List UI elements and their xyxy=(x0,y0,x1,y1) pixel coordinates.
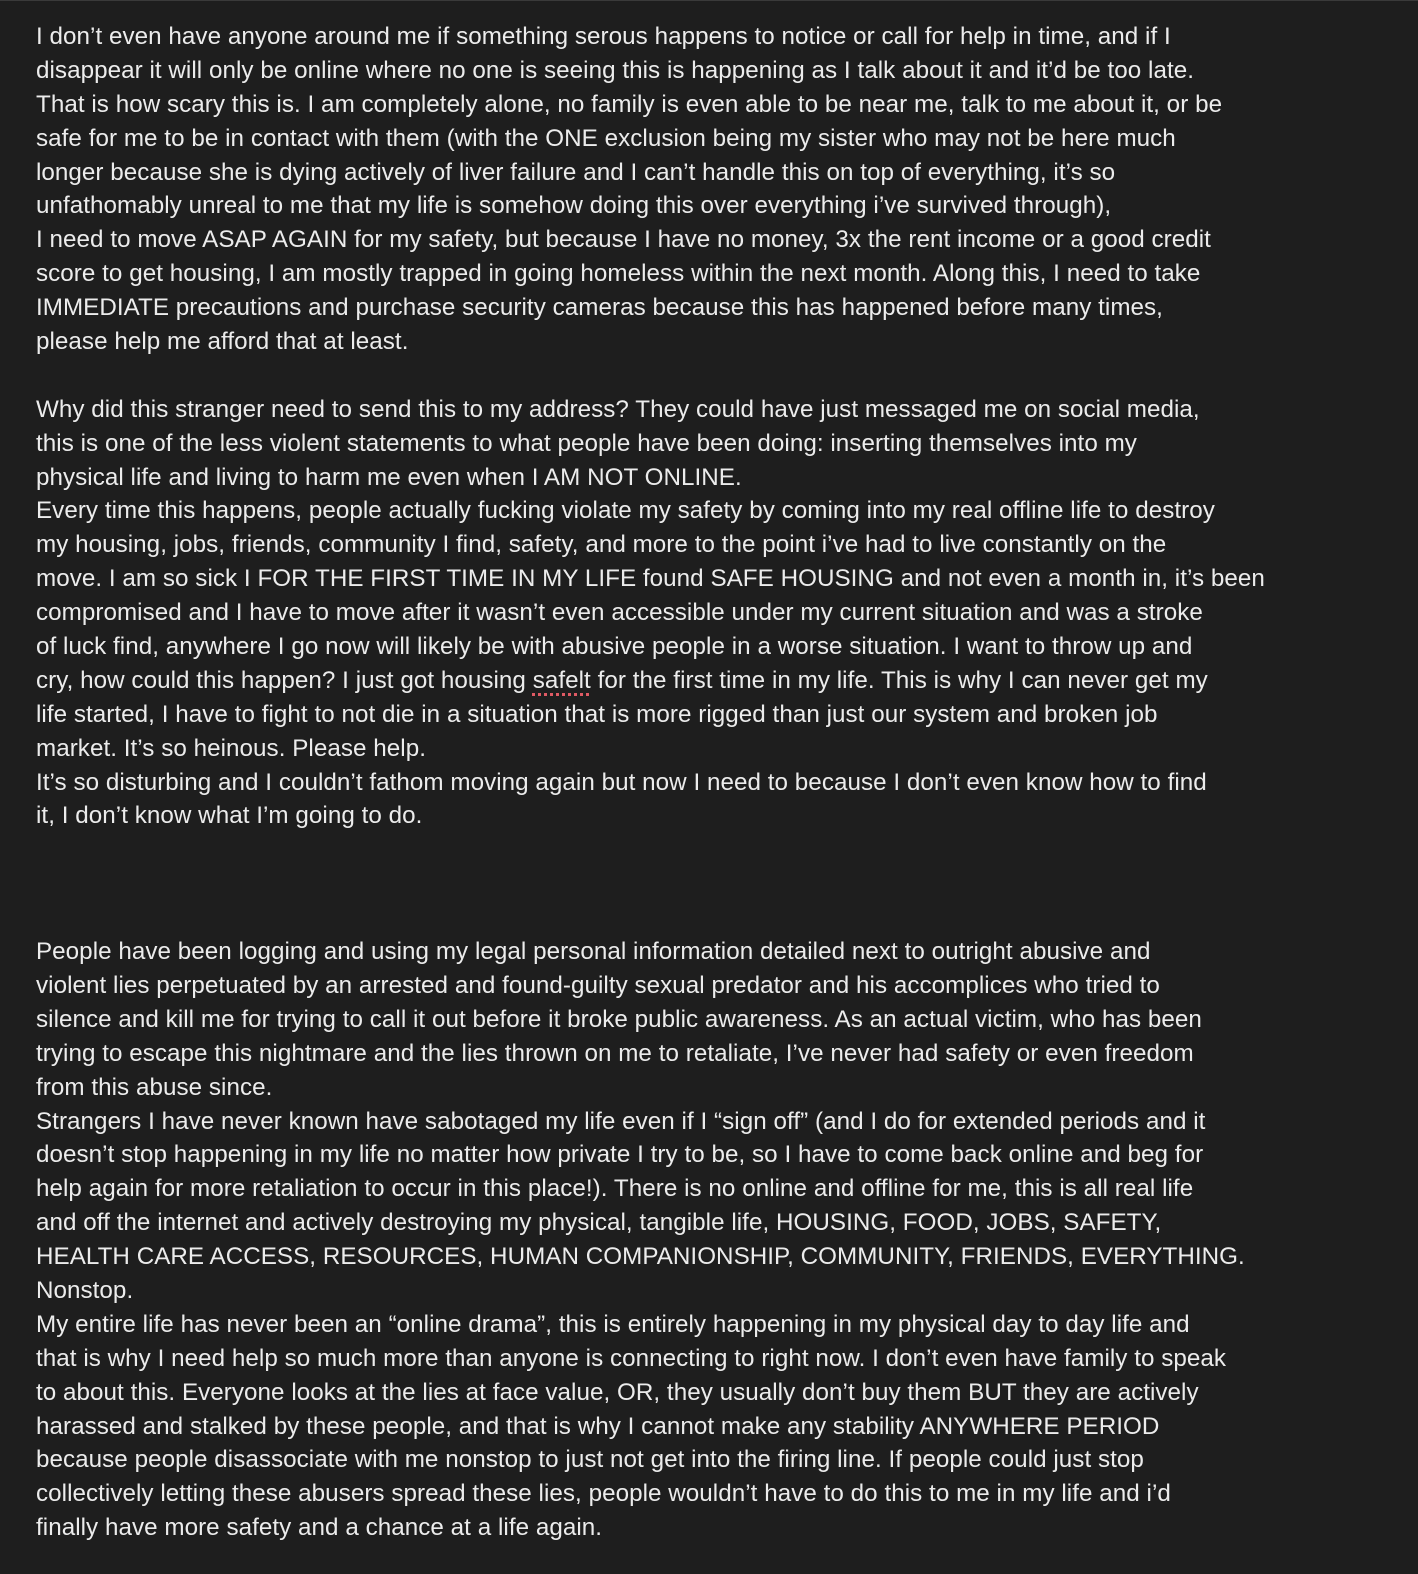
text-line: because people disassociate with me nonstop to just not get into the firing line. If people could just stop xyxy=(36,1446,1144,1474)
blank-line xyxy=(36,901,1386,935)
text-segment: cry, how could this happen? I just got housing xyxy=(36,666,533,694)
text-line: physical life and living to harm me even when I AM NOT ONLINE. xyxy=(36,463,742,491)
text-line: from this abuse since. xyxy=(36,1073,273,1101)
text-line: Strangers I have never known have sabotaged my life even if I “sign off” (and I do for extended periods and it xyxy=(36,1107,1206,1135)
text-line: move. I am so sick I FOR THE FIRST TIME IN MY LIFE found SAFE HOUSING and not even a month in, it’s been xyxy=(36,565,1265,593)
blank-line xyxy=(36,867,1386,901)
text-line: unfathomably unreal to me that my life is somehow doing this over everything i’ve survived through), xyxy=(36,192,1112,220)
text-line: that is why I need help so much more than anyone is connecting to right now. I don’t even have family to speak xyxy=(36,1344,1227,1372)
text-line-with-typo xyxy=(36,664,1386,698)
text-line: safe for me to be in contact with them (with the ONE exclusion being my sister who may not be here much xyxy=(36,124,1176,152)
text-line: I need to move ASAP AGAIN for my safety, but because I have no money, 3x the rent income or a good credit xyxy=(36,226,1211,254)
text-line: doesn’t stop happening in my life no matter how private I try to be, so I have to come back online and beg for xyxy=(36,1141,1204,1169)
text-line: it, I don’t know what I’m going to do. xyxy=(36,802,423,830)
text-line: longer because she is dying actively of liver failure and I can’t handle this on top of everything, it’s so xyxy=(36,158,1116,186)
text-line: violent lies perpetuated by an arrested and found-guilty sexual predator and his accomplices who tried to xyxy=(36,971,1160,999)
text-line: silence and kill me for trying to call it out before it broke public awareness. As an actual victim, who has been xyxy=(36,1005,1202,1033)
text-line: Why did this stranger need to send this to my address? They could have just messaged me on social media, xyxy=(36,395,1200,423)
text-line: and off the internet and actively destroying my physical, tangible life, HOUSING, FOOD, JOBS, SAFETY, xyxy=(36,1209,1162,1237)
text-segment: for the first time in my life. This is why I can never get my xyxy=(590,666,1208,694)
text-line: finally have more safety and a chance at a life again. xyxy=(36,1514,603,1542)
text-line: IMMEDIATE precautions and purchase security cameras because this has happened before many times, xyxy=(36,294,1163,322)
text-line: People have been logging and using my legal personal information detailed next to outright abusive and xyxy=(36,938,1151,966)
text-line: That is how scary this is. I am completely alone, no family is even able to be near me, talk to me about it, or be xyxy=(36,90,1223,118)
text-line: trying to escape this nightmare and the lies thrown on me to retaliate, I’ve never had safety or even freedom xyxy=(36,1039,1194,1067)
document-body[interactable] xyxy=(36,20,1386,1545)
text-line: to about this. Everyone looks at the lies at face value, OR, they usually don’t buy them BUT they are actively xyxy=(36,1378,1199,1406)
text-line: Nonstop. xyxy=(36,1276,134,1304)
text-line: I don’t even have anyone around me if something serous happens to notice or call for help in time, and if I xyxy=(36,23,1171,50)
misspelled-word[interactable]: safelt xyxy=(532,666,591,694)
blank-line xyxy=(36,833,1386,867)
text-line: life started, I have to fight to not die in a situation that is more rigged than just our system and broken job xyxy=(36,700,1158,728)
blank-line xyxy=(36,359,1386,393)
text-line: HEALTH CARE ACCESS, RESOURCES, HUMAN COMPANIONSHIP, COMMUNITY, FRIENDS, EVERYTHING. xyxy=(36,1243,1245,1271)
text-line: help again for more retaliation to occur in this place!). There is no online and offline for me, this is all real life xyxy=(36,1175,1194,1203)
text-line: my housing, jobs, friends, community I find, safety, and more to the point i’ve had to live constantly on the xyxy=(36,531,1167,559)
text-line: please help me afford that at least. xyxy=(36,328,409,356)
text-line: Every time this happens, people actually fucking violate my safety by coming into my real offline life to destroy xyxy=(36,497,1215,525)
text-line: this is one of the less violent statements to what people have been doing: inserting themselves into my xyxy=(36,429,1137,457)
text-line: collectively letting these abusers spread these lies, people wouldn’t have to do this to me in my life and i’d xyxy=(36,1480,1171,1508)
text-line: compromised and I have to move after it wasn’t even accessible under my current situation and was a stroke xyxy=(36,599,1203,627)
text-line: My entire life has never been an “online drama”, this is entirely happening in my physical day to day life and xyxy=(36,1310,1190,1338)
text-line: harassed and stalked by these people, and that is why I cannot make any stability ANYWHERE PERIOD xyxy=(36,1412,1160,1440)
text-line: It’s so disturbing and I couldn’t fathom moving again but now I need to because I don’t even know how to find xyxy=(36,768,1207,796)
text-line: of luck find, anywhere I go now will likely be with abusive people in a worse situation. I want to throw up and xyxy=(36,633,1193,661)
text-line: disappear it will only be online where no one is seeing this is happening as I talk about it and it’d be too late. xyxy=(36,56,1195,84)
text-line: score to get housing, I am mostly trapped in going homeless within the next month. Along this, I need to take xyxy=(36,260,1201,288)
text-line: market. It’s so heinous. Please help. xyxy=(36,734,426,762)
